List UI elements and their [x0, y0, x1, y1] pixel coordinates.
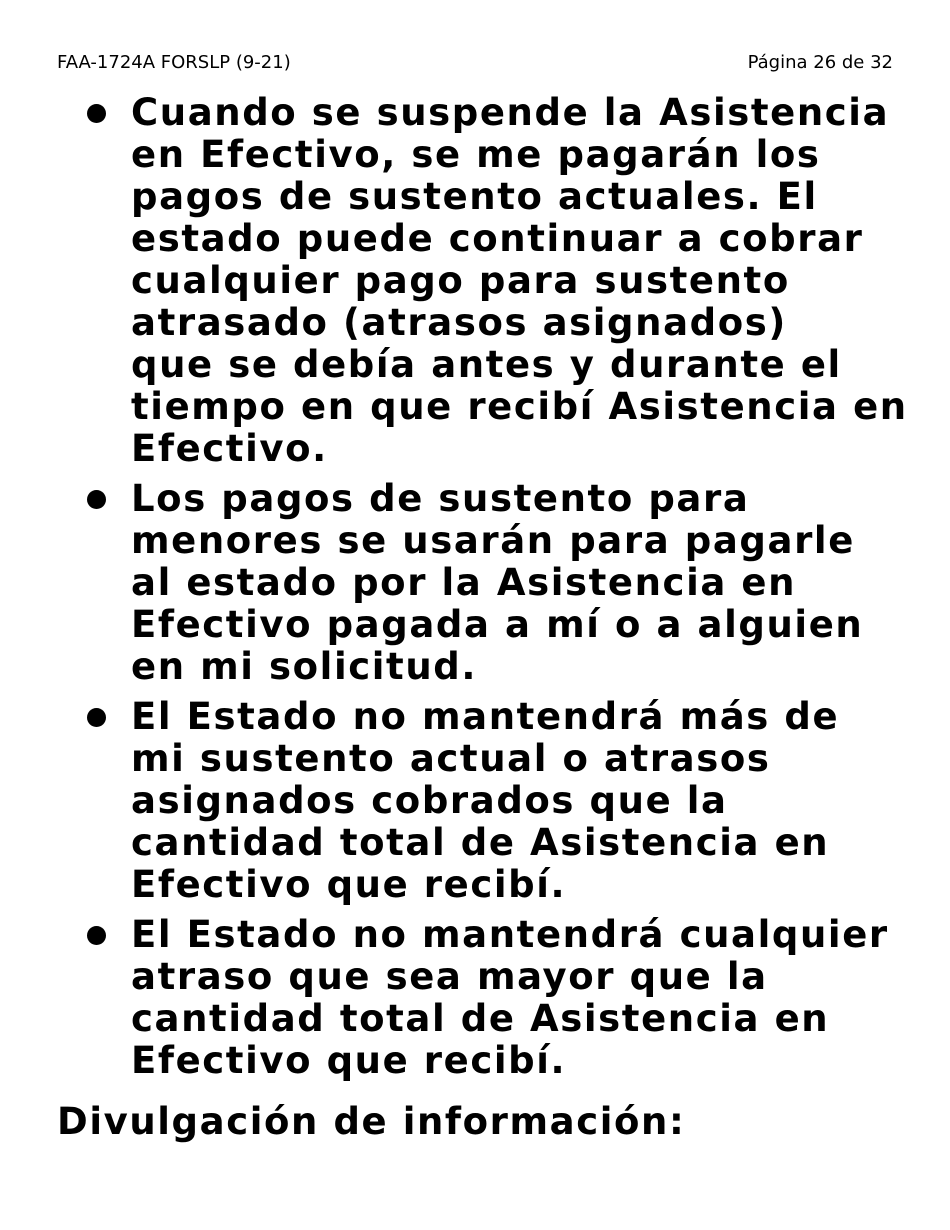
bullet-text: Cuando se suspende la Asistencia en Efectivo, se me pagarán los pagos de sustento actuales. El estado puede continuar a cobrar cualquier pago para sustento atrasado (atrasos asignados) que se debía antes y durante el tiempo en que recibí Asistencia en Efectivo.	[131, 91, 908, 470]
bullet-icon	[87, 104, 106, 123]
bullet-icon	[87, 926, 106, 945]
bullet-text: Los pagos de sustento para menores se usarán para pagarle al estado por la Asistencia en Efectivo pagada a mí o a alguien en mi solicitud.	[131, 477, 864, 688]
section-heading: Divulgación de información:	[57, 1100, 686, 1143]
form-id: FAA-1724A FORSLP (9-21)	[57, 52, 291, 73]
bullet-icon	[87, 708, 106, 727]
list-item	[0, 696, 950, 906]
bullet-text: El Estado no mantendrá cualquier atraso que sea mayor que la cantidad total de Asistencia en Efectivo que recibí.	[131, 913, 889, 1082]
list-item	[0, 914, 950, 1082]
page-header	[57, 50, 893, 76]
bullet-list	[0, 92, 950, 1090]
bullet-icon	[87, 490, 106, 509]
list-item	[0, 92, 950, 470]
list-item	[0, 478, 950, 688]
page-number: Página 26 de 32	[747, 52, 893, 73]
bullet-text: El Estado no mantendrá más de mi sustento actual o atrasos asignados cobrados que la cantidad total de Asistencia en Efectivo que recibí.	[131, 695, 840, 906]
